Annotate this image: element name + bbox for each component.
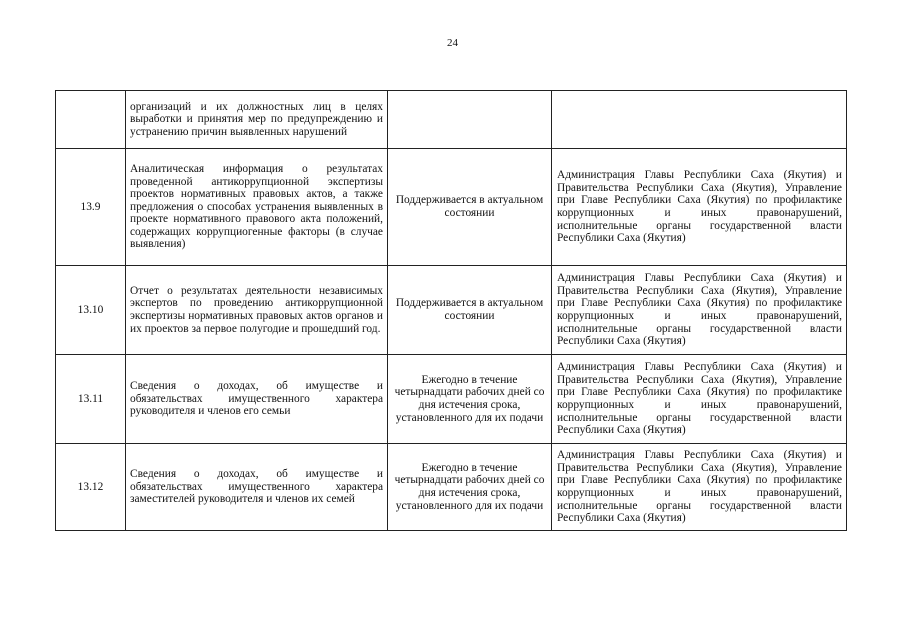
- item-responsible: Администрация Главы Республики Саха (Якутия) и Правительства Республики Саха (Якутия), Управление при Главе Республики Саха (Якутия) по профилактике коррупционных и иных правонарушений, исполнительные органы государственной власти Республики Саха (Якутия): [552, 149, 847, 266]
- table-row: [56, 444, 847, 531]
- item-number: [56, 91, 126, 149]
- item-name: Сведения о доходах, об имуществе и обязательствах имущественного характера заместителей руководителя и членов их семей: [126, 444, 388, 531]
- item-periodicity: [388, 91, 552, 149]
- item-responsible: [552, 91, 847, 149]
- table-row: [56, 149, 847, 266]
- table-row: [56, 91, 847, 149]
- table-row: [56, 266, 847, 355]
- item-number: 13.11: [56, 355, 126, 444]
- table-row: [56, 355, 847, 444]
- item-name: Аналитическая информация о результатах проведенной антикоррупционной экспертизы проектов нормативных правовых актов, а также предложения о способах устранения выявленных в проекте нормативного правового акта положений, содержащих коррупциогенные факторы (в случае выявления): [126, 149, 388, 266]
- item-responsible: Администрация Главы Республики Саха (Якутия) и Правительства Республики Саха (Якутия), Управление при Главе Республики Саха (Якутия) по профилактике коррупционных и иных правонарушений, исполнительные органы государственной власти Республики Саха (Якутия): [552, 355, 847, 444]
- item-responsible: Администрация Главы Республики Саха (Якутия) и Правительства Республики Саха (Якутия), Управление при Главе Республики Саха (Якутия) по профилактике коррупционных и иных правонарушений, исполнительные органы государственной власти Республики Саха (Якутия): [552, 266, 847, 355]
- item-periodicity: Ежегодно в течение четырнадцати рабочих дней со дня истечения срока, установленного для их подачи: [388, 444, 552, 531]
- item-name: Сведения о доходах, об имуществе и обязательствах имущественного характера руководителя и членов его семьи: [126, 355, 388, 444]
- page-number: 24: [447, 37, 458, 49]
- item-number: 13.10: [56, 266, 126, 355]
- document-table: [55, 90, 847, 531]
- item-responsible: Администрация Главы Республики Саха (Якутия) и Правительства Республики Саха (Якутия), Управление при Главе Республики Саха (Якутия) по профилактике коррупционных и иных правонарушений, исполнительные органы государственной власти Республики Саха (Якутия): [552, 444, 847, 531]
- item-periodicity: Поддерживается в актуальном состоянии: [388, 149, 552, 266]
- item-periodicity: Поддерживается в актуальном состоянии: [388, 266, 552, 355]
- item-periodicity: Ежегодно в течение четырнадцати рабочих дней со дня истечения срока, установленного для их подачи: [388, 355, 552, 444]
- item-number: 13.9: [56, 149, 126, 266]
- item-name: организаций и их должностных лиц в целях выработки и принятия мер по предупреждению и устранению причин выявленных нарушений: [126, 91, 388, 149]
- item-name: Отчет о результатах деятельности независимых экспертов по проведению антикоррупционной экспертизы нормативных правовых актов органов и их проектов за первое полугодие и прошедший год.: [126, 266, 388, 355]
- item-number: 13.12: [56, 444, 126, 531]
